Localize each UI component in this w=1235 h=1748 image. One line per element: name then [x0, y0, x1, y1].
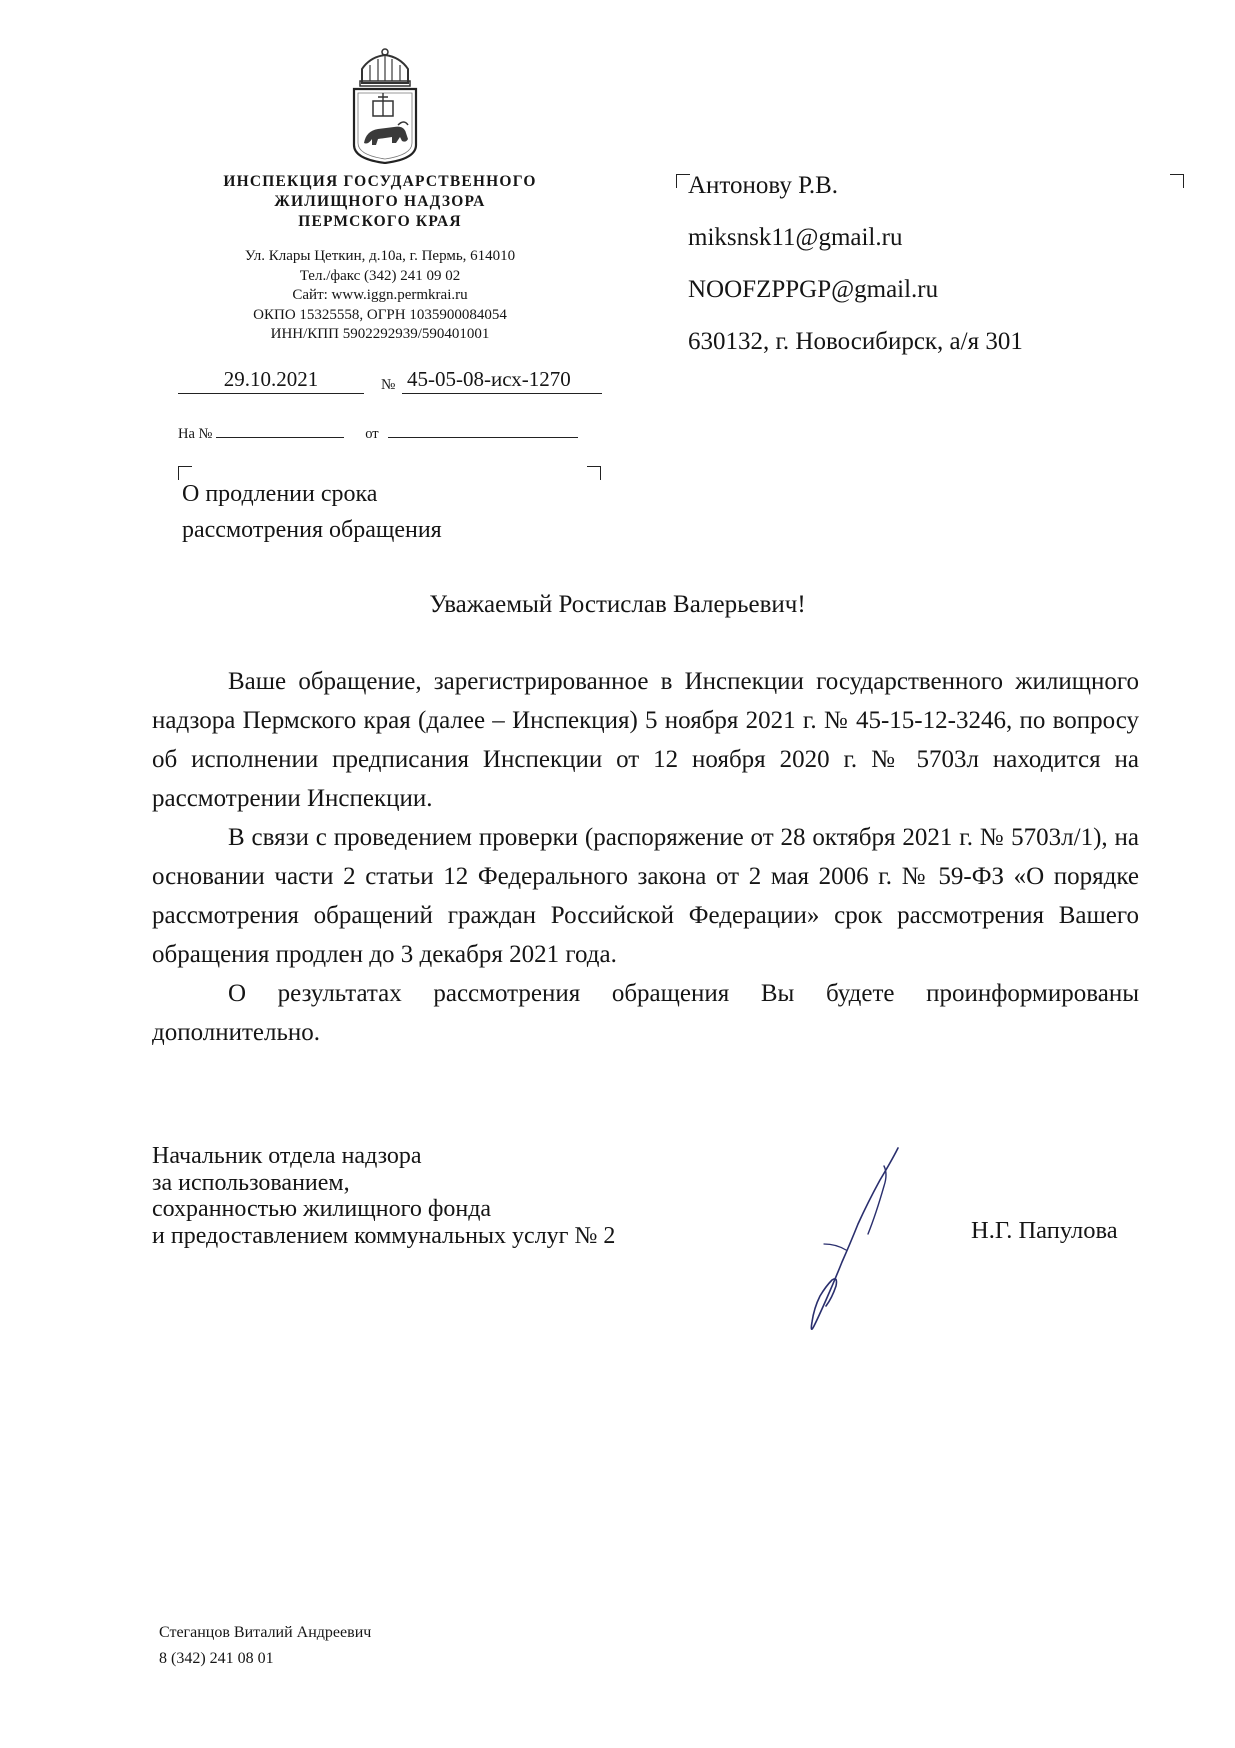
in-reply-date-blank: [388, 425, 578, 438]
signatory-position-line: и предоставлением коммунальных услуг № 2: [152, 1222, 616, 1249]
organization-phone: Тел./факс (342) 241 09 02: [299, 267, 461, 284]
registration-date-underline: [178, 393, 364, 394]
registration-number: 45-05-08-исх-1270: [407, 367, 571, 391]
organization-contacts: [168, 247, 592, 345]
subject-line: О продлении срока: [182, 481, 378, 507]
body-paragraph: В связи с проведением проверки (распоряжение от 28 октября 2021 г. № 5703л/1), на основании части 2 статьи 12 Федерального закона от 2 мая 2006 г. № 59-ФЗ «О порядке рассмотрения обращений граждан Российской Федерации» срок рассмотрения Вашего обращения продлен до 3 декабря 2021 года.: [152, 824, 1139, 968]
perm-krai-coat-of-arms-icon: [348, 47, 422, 164]
in-reply-to-line: [178, 425, 578, 443]
signatory-position-line: сохранностью жилищного фонда: [152, 1196, 492, 1222]
signatory-name: Н.Г. Папулова: [971, 1217, 1118, 1244]
signatory-position-line: Начальник отдела надзора: [152, 1143, 422, 1169]
subject-line: рассмотрения обращения: [182, 517, 442, 543]
organization-name-line: ЖИЛИЩНОГО НАДЗОРА: [274, 193, 486, 210]
organization-website: Сайт: www.iggn.permkrai.ru: [292, 287, 468, 303]
letter-body: [152, 662, 1139, 1052]
executor-phone: 8 (342) 241 08 01: [159, 1650, 274, 1667]
organization-name-line: ПЕРМСКОГО КРАЯ: [298, 213, 462, 230]
in-reply-number-label: На №: [178, 426, 213, 442]
addressee-email-1: miksnsk11@gmail.ru: [688, 224, 903, 251]
signatory-position: [152, 1143, 615, 1249]
organization-name: [168, 172, 592, 232]
in-reply-number-blank: [216, 425, 344, 438]
body-paragraph: О результатах рассмотрения обращения Вы будете проинформированы дополнительно.: [152, 980, 1139, 1046]
addressee-name: Антонову Р.В.: [688, 172, 839, 199]
addressee-email-2: NOOFZPPGP@gmail.ru: [688, 276, 939, 303]
signatory-position-line: за использованием,: [152, 1169, 350, 1196]
registration-number-underline: [402, 393, 602, 394]
handwritten-signature: [780, 1140, 910, 1340]
body-paragraph: Ваше обращение, зарегистрированное в Инспекции государственного жилищного надзора Пермского края (далее – Инспекция) 5 ноября 2021 г. № 45-15-12-3246, по вопросу об исполнении предписания Инспекции от 12 ноября 2020 г. № 5703л находится на рассмотрении Инспекции.: [152, 668, 1139, 812]
registration-number-label: №: [381, 377, 396, 393]
organization-address: Ул. Клары Цеткин, д.10а, г. Пермь, 614010: [244, 248, 516, 264]
addressee-address: 630132, г. Новосибирск, а/я 301: [688, 328, 1023, 355]
organization-okpo-ogrn: ОКПО 15325558, ОГРН 1035900084054: [253, 306, 507, 323]
executor-name: Стеганцов Виталий Андреевич: [159, 1624, 372, 1641]
organization-inn-kpp: ИНН/КПП 5902292939/590401001: [270, 326, 490, 342]
in-reply-from-label: от: [365, 426, 379, 442]
organization-name-line: ИНСПЕКЦИЯ ГОСУДАРСТВЕННОГО: [223, 173, 537, 190]
registration-date: 29.10.2021: [223, 367, 319, 391]
executor-info: [159, 1620, 371, 1672]
letter-greeting: Уважаемый Ростислав Валерьевич!: [429, 591, 806, 618]
addressee-corner-right: [1170, 174, 1184, 188]
letter-subject: [182, 476, 442, 548]
subject-corner-right: [587, 466, 601, 480]
